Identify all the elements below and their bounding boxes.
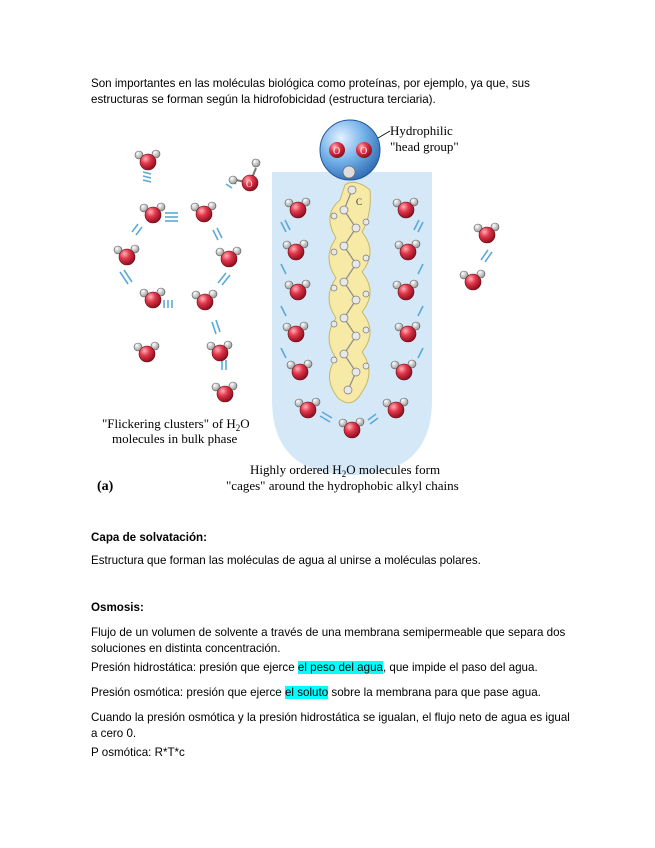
highlight-solute: el soluto — [284, 686, 329, 699]
head-label-pointer — [378, 131, 390, 138]
carbon-letter: C — [356, 197, 363, 207]
panel-letter: (a) — [97, 479, 114, 494]
hydroxyl-oxygen-letter: O — [246, 179, 253, 189]
osmotic-pressure-text: Presión osmótica: presión que ejerce el soluto sobre la membrana para que pase agua. — [91, 686, 541, 699]
osmosis-definition: Flujo de un volumen de solvente a través de una membrana semipermeable que separa dos soluciones en distinta concentración. — [91, 626, 566, 655]
head-label-2: "head group" — [390, 139, 459, 154]
ordered-label-line-1: Highly ordered $H_2O$ molecules form — [250, 462, 441, 479]
highlight-water-weight: el peso del agua — [297, 661, 383, 674]
intro-paragraph: Son importantes en las moléculas biológica como proteínas, por ejemplo, ya que, sus estructuras se forman según la hidrofobicidad (estructura terciaria). — [91, 77, 530, 106]
solvation-heading: Capa de solvatación: — [91, 531, 207, 544]
head-label-1: Hydrophilic — [390, 123, 453, 138]
oxygen-letter-2: O — [360, 146, 368, 157]
equilibrium-text: Cuando la presión osmótica y la presión hidrostática se igualan, el flujo neto de agua es igual a cero 0. — [91, 711, 570, 740]
osmotic-formula: P osmótica: R*T*c — [91, 746, 185, 759]
solvation-text: Estructura que forman las moléculas de agua al unirse a moléculas polares. — [91, 554, 481, 567]
hydroxyl-molecule — [229, 159, 260, 191]
ordered-label-line-2: "cages" around the hydrophobic alkyl chains — [226, 478, 459, 493]
hydrostatic-pressure-text: Presión hidrostática: presión que ejerce el peso del agua, que impide el paso del agua. — [91, 661, 538, 674]
osmosis-heading: Osmosis: — [91, 601, 144, 614]
clusters-label-line-1: "Flickering clusters" of $H_2O$ — [102, 416, 250, 433]
oxygen-letter-1: O — [333, 146, 341, 157]
clusters-label-line-2: molecules in bulk phase — [112, 431, 238, 446]
